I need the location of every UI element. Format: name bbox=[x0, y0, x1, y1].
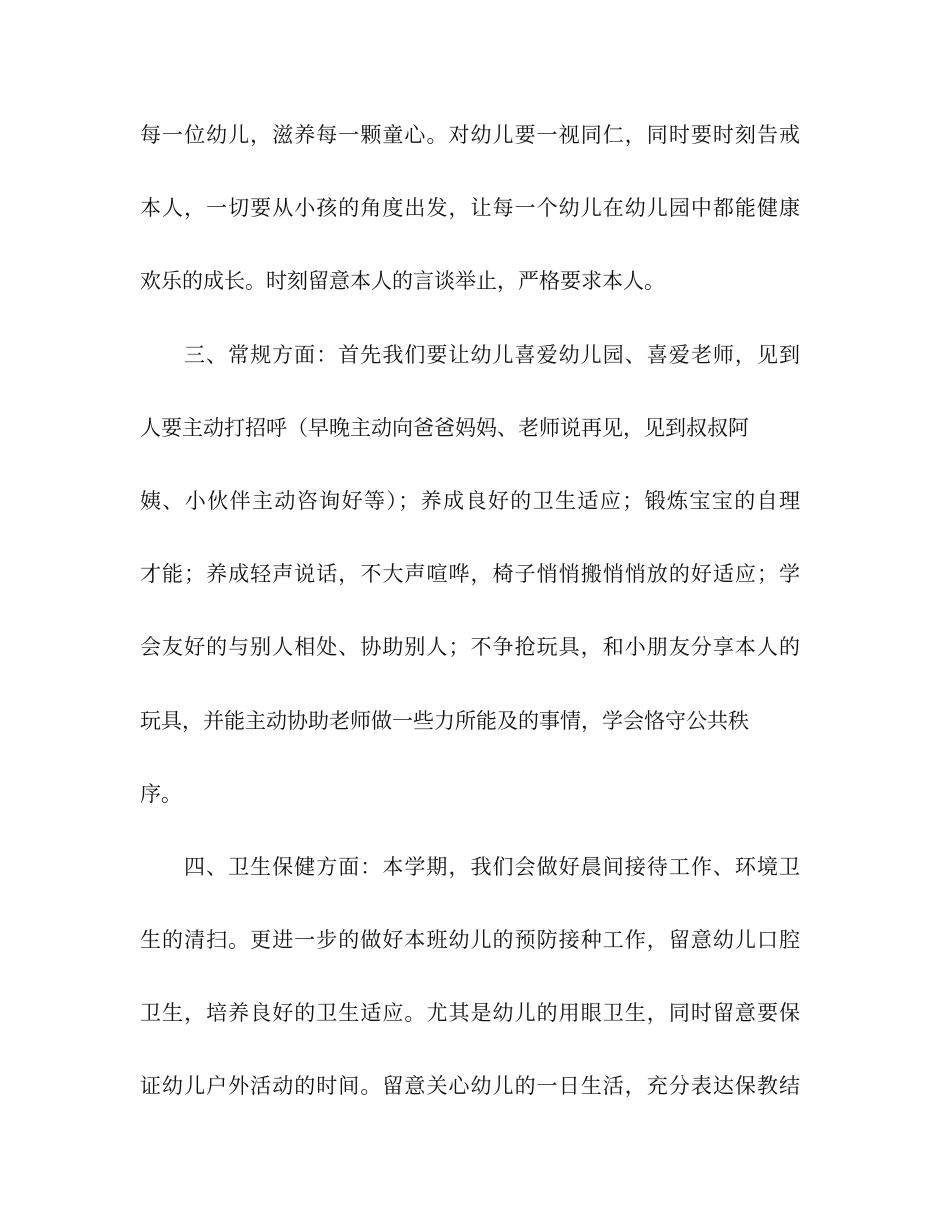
text-line: 序。 bbox=[140, 781, 182, 806]
text-line: 会友好的与别人相处、协助别人；不争抢玩具，和小朋友分享本人的 bbox=[140, 635, 800, 660]
text-line: 卫生，培养良好的卫生适应。尤其是幼儿的用眼卫生，同时留意要保 bbox=[140, 1001, 800, 1026]
document-body bbox=[140, 118, 800, 1143]
paragraph-heading-line: 四、卫生保健方面：本学期，我们会做好晨间接待工作、环境卫 bbox=[184, 854, 800, 879]
text-line: 才能；养成轻声说话，不大声喧哗，椅子悄悄搬悄悄放的好适应；学 bbox=[140, 562, 800, 587]
text-line: 人要主动打招呼（早晚主动向爸爸妈妈、老师说再见，见到叔叔阿 bbox=[140, 415, 749, 440]
text-line: 姨、小伙伴主动咨询好等）；养成良好的卫生适应；锻炼宝宝的自理 bbox=[140, 488, 800, 513]
text-line: 每一位幼儿，滋养每一颗童心。对幼儿要一视同仁，同时要时刻告戒 bbox=[140, 123, 800, 147]
text-line: 本人，一切要从小孩的角度出发，让每一个幼儿在幼儿园中都能健康 bbox=[140, 196, 800, 221]
text-line: 欢乐的成长。时刻留意本人的言谈举止，严格要求本人。 bbox=[140, 269, 665, 294]
text-line: 生的清扫。更进一步的做好本班幼儿的预防接种工作，留意幼儿口腔 bbox=[140, 928, 800, 953]
text-line: 玩具，并能主动协助老师做一些力所能及的事情，学会恪守公共秩 bbox=[140, 708, 749, 733]
paragraph-heading-line: 三、常规方面：首先我们要让幼儿喜爱幼儿园、喜爱老师，见到 bbox=[184, 342, 800, 367]
text-line: 证幼儿户外活动的时间。留意关心幼儿的一日生活，充分表达保教结 bbox=[140, 1074, 800, 1099]
